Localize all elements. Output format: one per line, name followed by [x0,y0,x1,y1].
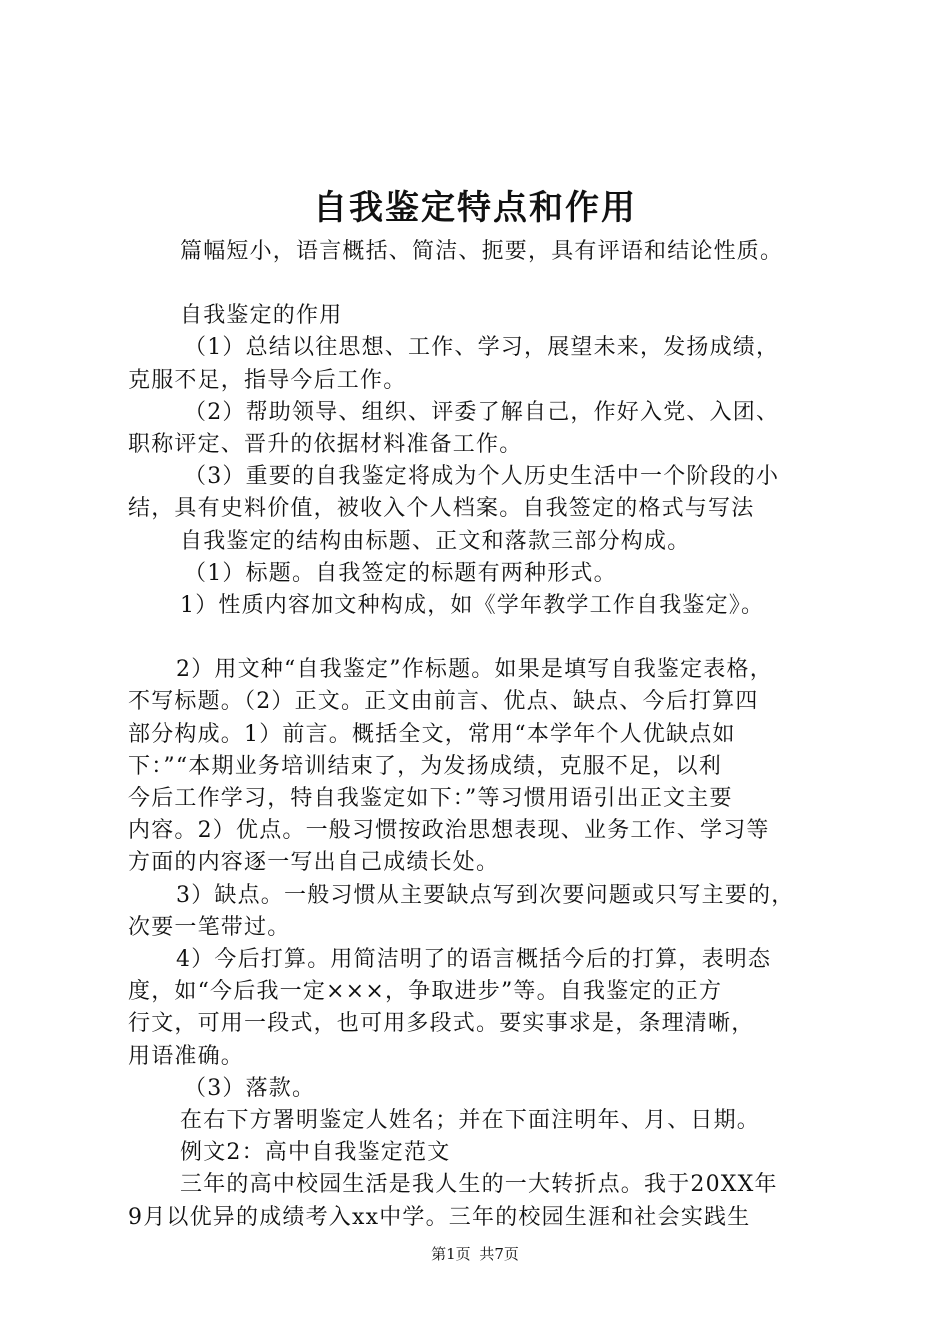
body-text-line: （1）标题。自我签定的标题有两种形式。 [184,560,617,586]
body-text-line: 4）今后打算。用简洁明了的语言概括今后的打算，表明态 [176,947,772,973]
document-body [128,236,848,1234]
body-text-line: 2）用文种“自我鉴定”作标题。如果是填写自我鉴定表格， [176,657,773,683]
body-text-line: 9月以优异的成绩考入xx中学。三年的校园生涯和社会实践生 [128,1204,751,1230]
body-text-line: 次要一笔带过。 [128,914,291,940]
body-text-line: （2）帮助领导、组织、评委了解自己，作好入党、入团、 [184,399,780,425]
page-footer [0,1244,950,1264]
body-text-line: 三年的高中校园生活是我人生的一大转折点。我于20XX年 [180,1172,778,1198]
body-text-line: 不写标题。（2）正文。正文由前言、优点、缺点、今后打算四 [128,689,759,715]
body-text-line: （3）重要的自我鉴定将成为个人历史生活中一个阶段的小 [184,464,780,490]
page-number: 第1页 [431,1245,471,1263]
body-text-line: 例文2：高中自我鉴定范文 [180,1140,451,1166]
body-text-line: 部分构成。1）前言。概括全文，常用“本学年个人优缺点如 [128,721,736,747]
document-title: 自我鉴定特点和作用 [313,188,637,228]
blank-line [128,622,848,654]
body-text-line: （3）落款。 [184,1075,316,1101]
body-text-line: 方面的内容逐一写出自己成绩长处。 [128,850,500,876]
body-text-line: 度，如“今后我一定×××，争取进步”等。自我鉴定的正方 [128,979,723,1005]
body-text-line: 自我鉴定的结构由标题、正文和落款三部分构成。 [180,528,691,554]
blank-line [128,268,848,300]
body-text-line: 下：”“本期业务培训结束了，为发扬成绩，克服不足，以利 [128,753,722,779]
body-text-line: （1）总结以往思想、工作、学习，展望未来，发扬成绩， [184,335,780,361]
page-total: 共7页 [479,1245,519,1263]
body-text-line: 自我鉴定的作用 [180,303,343,329]
body-text-line: 1）性质内容加文种构成，如《学年教学工作自我鉴定》。 [180,593,765,619]
body-text-line: 用语准确。 [128,1043,245,1069]
body-text-line: 行文，可用一段式，也可用多段式。要实事求是，条理清晰， [128,1011,755,1037]
body-text-line: 结，具有史料价值，被收入个人档案。自我签定的格式与写法 [128,496,755,522]
body-text-line: 今后工作学习，特自我鉴定如下：”等习惯用语引出正文主要 [128,786,733,812]
body-text-line: 在右下方署明鉴定人姓名；并在下面注明年、月、日期。 [180,1108,761,1134]
body-text-line: 3）缺点。一般习惯从主要缺点写到次要问题或只写主要的， [176,882,795,908]
body-text-line: 职称评定、晋升的依据材料准备工作。 [128,432,523,458]
body-text-line: 内容。2）优点。一般习惯按政治思想表现、业务工作、学习等 [128,818,770,844]
body-text-line: 篇幅短小，语言概括、简洁、扼要，具有评语和结论性质。 [180,239,784,264]
body-text-line: 克服不足，指导今后工作。 [128,367,407,393]
